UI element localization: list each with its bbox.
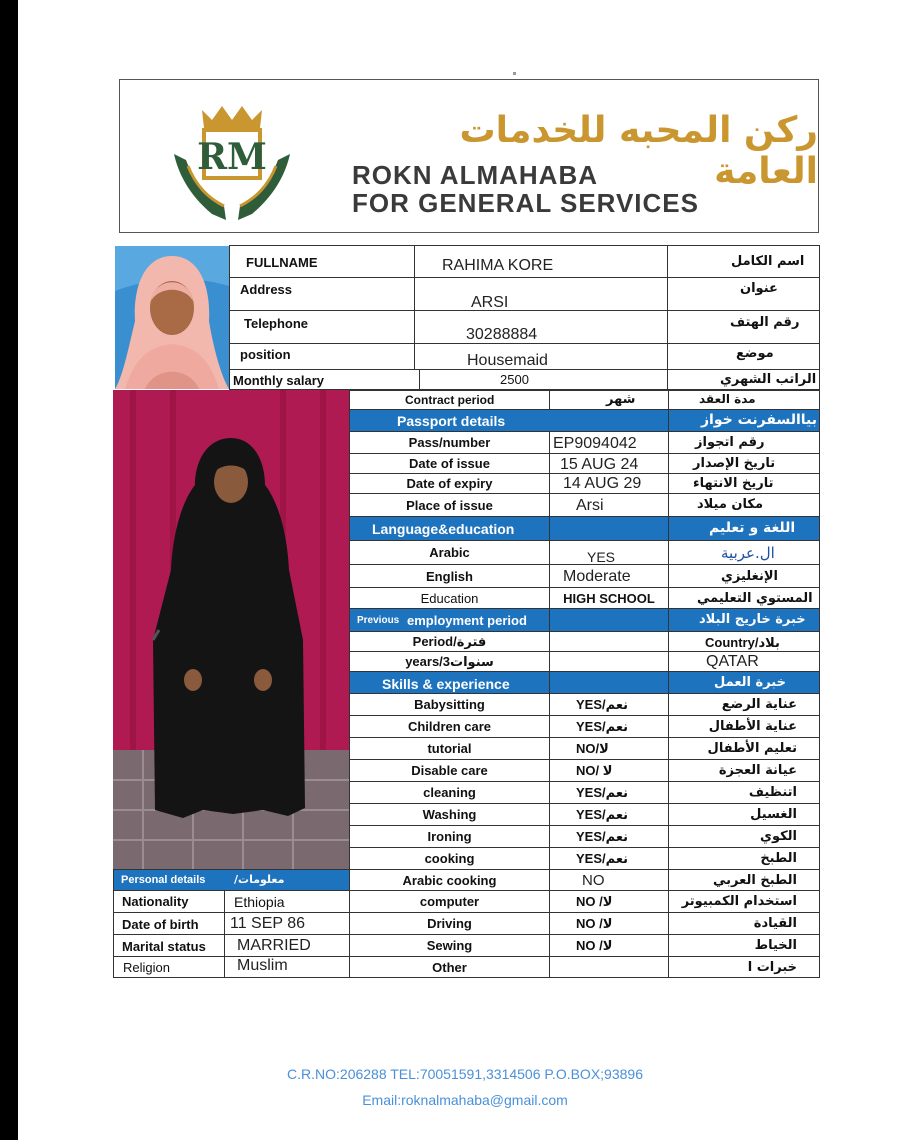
expiry-value: 14 AUG 29 — [563, 475, 642, 492]
skill-arabic-children-care: عناية الأطفال — [708, 719, 797, 734]
passport-header — [349, 409, 669, 432]
skill-label-other-cell — [349, 956, 550, 978]
pass-number-value: EP9094042 — [553, 435, 637, 452]
skill-value-ironing-cell — [549, 825, 669, 848]
personal-header-label: Personal details — [121, 874, 206, 886]
arabic-label: Arabic — [429, 545, 470, 560]
skill-label-driving-cell — [349, 912, 550, 935]
skill-value-ironing: YES/نعم — [576, 829, 629, 844]
english-value-cell — [549, 564, 669, 588]
skill-label-ironing-cell — [349, 825, 550, 848]
position-arabic-cell — [667, 343, 820, 370]
skill-value-other-cell — [549, 956, 669, 978]
company-name-arabic: ركن المحبه للخدمات العامة — [459, 110, 818, 192]
position-value-cell — [414, 343, 668, 370]
position-value: Housemaid — [467, 352, 548, 369]
passport-header-arabic-cell — [668, 409, 820, 432]
skills-header-arabic: خبرة العمل — [714, 675, 786, 690]
marital-value: MARRIED — [237, 937, 311, 954]
period-label: Period/فترة — [412, 633, 487, 649]
personal-header — [113, 869, 350, 891]
address-value-cell — [414, 277, 668, 311]
language-header-mid — [549, 516, 669, 541]
skill-value-driving-cell — [549, 912, 669, 935]
marital-value-cell — [224, 934, 350, 957]
pass-number-label-cell — [349, 431, 550, 454]
english-label: English — [426, 568, 473, 584]
skill-value-babysitting-cell — [549, 693, 669, 716]
skill-value-cooking: YES/نعم — [576, 851, 629, 866]
skill-arabic-sewing: الخياط — [754, 938, 797, 953]
skill-arabic-cooking-cell — [668, 847, 820, 870]
skill-arabic-cleaning-cell — [668, 781, 820, 804]
skill-arabic-cleaning: اتنظيف — [748, 785, 797, 800]
skill-arabic-driving: القيادة — [753, 916, 797, 931]
cv-page — [18, 0, 912, 1140]
expiry-label: Date of expiry — [406, 476, 493, 491]
skill-label-sewing-cell — [349, 934, 550, 957]
nationality-label: Nationality — [122, 894, 189, 909]
contract-arabic: مدة العقد — [699, 392, 756, 406]
company-name-line1: ROKN ALMAHABA — [352, 160, 599, 190]
logo-letters: RM — [197, 136, 267, 178]
english-label-cell — [349, 564, 550, 588]
arabic-label-cell — [349, 540, 550, 565]
personal-header-arabic: معلومات/ — [234, 873, 285, 886]
address-arabic: عنوان — [740, 281, 778, 296]
telephone-value-cell — [414, 310, 668, 344]
skill-label-cleaning: cleaning — [423, 785, 476, 800]
language-header-label: Language&education — [372, 521, 515, 537]
english-arabic: الإنغليزي — [721, 569, 778, 584]
education-value-cell — [549, 587, 669, 609]
skill-label-sewing: Sewing — [426, 938, 473, 953]
position-label-cell — [229, 343, 415, 370]
employment-header-prefix: Previous — [357, 615, 400, 626]
skills-header-arabic-cell — [668, 671, 820, 694]
skill-value-driving: NO /لا — [576, 916, 613, 931]
salary-value-cell — [419, 369, 668, 390]
skill-label-driving: Driving — [427, 916, 472, 931]
skills-header-label: Skills & experience — [382, 676, 510, 692]
place-arabic: مكان ميلاد — [697, 497, 764, 512]
skill-value-computer-cell — [549, 890, 669, 913]
employment-header-label: employment period — [407, 613, 527, 628]
employment-header-arabic-cell — [668, 608, 820, 632]
skill-arabic-computer: استخدام الكمبيوتر — [681, 894, 797, 909]
contract-label: Contract period — [405, 393, 495, 407]
skill-label-cooking-cell — [349, 847, 550, 870]
arabic-value: YES — [587, 549, 616, 565]
salary-label: Monthly salary — [233, 373, 325, 388]
address-label: Address — [240, 282, 293, 297]
religion-label: Religion — [123, 960, 170, 975]
fullname-label: FULLNAME — [246, 255, 318, 270]
years-value-cell — [549, 651, 669, 672]
period-value-cell — [549, 631, 669, 652]
contract-value: شهر — [606, 392, 636, 407]
employment-header-mid — [549, 608, 669, 632]
nationality-label-cell — [113, 890, 225, 913]
place-label-cell — [349, 493, 550, 517]
skill-label-washing-cell — [349, 803, 550, 826]
contract-arabic-cell — [668, 390, 820, 410]
skill-value-washing: YES/نعم — [576, 807, 629, 822]
skill-label-babysitting: Babysitting — [414, 697, 485, 712]
footer-email[interactable]: Email:roknalmahaba@gmail.com — [362, 1092, 568, 1108]
language-header — [349, 516, 550, 541]
skill-label-computer-cell — [349, 890, 550, 913]
expiry-value-cell — [549, 473, 669, 494]
country-value: QATAR — [706, 653, 759, 670]
salary-arabic: الراتب الشهري — [720, 372, 817, 387]
fullname-arabic-cell — [667, 245, 820, 278]
portrait-photo — [115, 246, 229, 389]
skill-arabic-cooking: الطبخ — [760, 851, 797, 866]
english-arabic-cell — [668, 564, 820, 588]
religion-value-cell — [224, 956, 350, 978]
skill-value-sewing: NO /لا — [576, 938, 613, 953]
place-value: Arsi — [576, 497, 604, 514]
skill-label-arabic-cooking-cell — [349, 869, 550, 891]
address-label-cell — [229, 277, 415, 311]
issue-label-cell — [349, 453, 550, 474]
skill-label-disable-care-cell — [349, 759, 550, 782]
skill-label-disable-care: Disable care — [411, 763, 488, 778]
nationality-value: Ethiopia — [234, 894, 285, 910]
skill-arabic-driving-cell — [668, 912, 820, 935]
dob-label-cell — [113, 912, 225, 935]
skill-value-tutorial: NO/لا — [576, 741, 609, 756]
issue-value-cell — [549, 453, 669, 474]
position-label: position — [240, 347, 291, 362]
country-label-cell — [668, 631, 820, 652]
years-label: years/سنوات3 — [405, 653, 494, 669]
marital-label-cell — [113, 934, 225, 957]
place-arabic-cell — [668, 493, 820, 517]
pass-number-arabic: رقم اتجواز — [695, 435, 765, 450]
skill-arabic-computer-cell — [668, 890, 820, 913]
pass-number-label: Pass/number — [408, 435, 491, 450]
pass-number-arabic-cell — [668, 431, 820, 454]
fullname-value: RAHIMA KORE — [442, 257, 554, 274]
skill-value-sewing-cell — [549, 934, 669, 957]
education-arabic: المستوي التعليمي — [697, 591, 813, 606]
skill-arabic-disable-care: عيانة العجزة — [718, 763, 797, 778]
pass-number-value-cell — [549, 431, 669, 454]
skill-label-tutorial: tutorial — [427, 741, 472, 756]
skill-value-children-care-cell — [549, 715, 669, 738]
salary-label-cell — [229, 369, 420, 390]
skill-label-babysitting-cell — [349, 693, 550, 716]
education-arabic-cell — [668, 587, 820, 609]
skill-value-tutorial-cell — [549, 737, 669, 760]
skill-label-children-care-cell — [349, 715, 550, 738]
fullname-arabic: اسم الكامل — [731, 254, 805, 269]
salary-arabic-cell — [667, 369, 820, 390]
education-label: Education — [420, 590, 479, 606]
skill-arabic-ironing: الكوي — [760, 829, 797, 844]
address-value: ARSI — [471, 294, 509, 311]
skill-label-cleaning-cell — [349, 781, 550, 804]
issue-label: Date of issue — [409, 456, 490, 471]
skill-label-washing: Washing — [422, 807, 477, 822]
skill-arabic-washing: الغسيل — [750, 807, 797, 822]
contract-label-cell — [349, 390, 550, 410]
contract-value-cell — [549, 390, 669, 410]
skill-arabic-children-care-cell — [668, 715, 820, 738]
telephone-label-cell — [229, 310, 415, 344]
skill-value-arabic-cooking: NO — [582, 872, 605, 889]
skills-header-mid — [549, 671, 669, 694]
passport-header-arabic: بياالسفرنت خواز — [701, 412, 817, 428]
skill-arabic-tutorial-cell — [668, 737, 820, 760]
skill-label-cooking: cooking — [424, 851, 475, 866]
skill-label-tutorial-cell — [349, 737, 550, 760]
arabic-arabic-cell — [668, 540, 820, 565]
position-arabic: موضع — [736, 346, 774, 361]
nationality-value-cell — [224, 890, 350, 913]
issue-arabic: تاريخ الإصدار — [693, 456, 776, 471]
page-dot — [513, 72, 516, 75]
skill-arabic-sewing-cell — [668, 934, 820, 957]
country-label: Country/بلاد — [705, 635, 780, 650]
passport-header-label: Passport details — [397, 413, 506, 429]
skill-value-cleaning-cell — [549, 781, 669, 804]
footer-registration: C.R.NO:206288 TEL:70051591,3314506 P.O.BOX;93896 — [287, 1066, 643, 1082]
skill-label-ironing: Ironing — [427, 829, 472, 844]
place-label: Place of issue — [406, 497, 493, 513]
issue-arabic-cell — [668, 453, 820, 474]
skill-value-arabic-cooking-cell — [549, 869, 669, 891]
skill-value-children-care: YES/نعم — [576, 719, 629, 734]
company-name-line2: FOR GENERAL SERVICES — [352, 188, 699, 218]
employment-header-arabic: خبرة خاريج البلاد — [699, 612, 806, 627]
years-label-cell — [349, 651, 550, 672]
dob-label: Date of birth — [122, 917, 199, 932]
skill-arabic-ironing-cell — [668, 825, 820, 848]
dob-value-cell — [224, 912, 350, 935]
telephone-value: 30288884 — [466, 326, 538, 343]
expiry-arabic-cell — [668, 473, 820, 494]
country-value-cell — [668, 651, 820, 672]
language-header-arabic: اللغة و تعليم — [709, 520, 796, 536]
skill-arabic-washing-cell — [668, 803, 820, 826]
period-label-cell — [349, 631, 550, 652]
fullname-value-cell — [414, 245, 668, 278]
skill-value-washing-cell — [549, 803, 669, 826]
skill-label-arabic-cooking: Arabic cooking — [402, 872, 497, 888]
skill-arabic-babysitting: عناية الرضع — [721, 697, 797, 712]
religion-label-cell — [113, 956, 225, 978]
company-header — [119, 79, 819, 233]
english-value: Moderate — [563, 568, 631, 585]
arabic-arabic: ال.عربية — [721, 544, 775, 562]
expiry-arabic: تاريخ الانتهاء — [693, 476, 774, 491]
arabic-value-cell — [549, 540, 669, 565]
skill-value-cooking-cell — [549, 847, 669, 870]
skill-arabic-disable-care-cell — [668, 759, 820, 782]
salary-value: 2500 — [500, 372, 529, 387]
skill-value-cleaning: YES/نعم — [576, 785, 629, 800]
skill-arabic-other-cell — [668, 956, 820, 978]
fullname-label-cell — [229, 245, 415, 278]
telephone-arabic: رقم الهتف — [730, 315, 800, 330]
address-arabic-cell — [667, 277, 820, 311]
education-label-cell — [349, 587, 550, 609]
dob-value: 11 SEP 86 — [230, 915, 306, 932]
skill-value-computer: NO /لا — [576, 894, 613, 909]
telephone-label: Telephone — [244, 316, 309, 331]
employment-header — [349, 608, 550, 632]
religion-value: Muslim — [237, 957, 288, 974]
skill-label-children-care: Children care — [407, 719, 492, 734]
education-value: HIGH SCHOOL — [563, 590, 655, 606]
company-logo-icon — [168, 102, 296, 227]
skill-arabic-arabic-cooking: الطبخ العربي — [713, 873, 797, 888]
skill-arabic-tutorial: تعليم الأطفال — [707, 741, 797, 756]
skill-label-computer: computer — [419, 894, 480, 909]
skill-arabic-arabic-cooking-cell — [668, 869, 820, 891]
skill-value-disable-care-cell — [549, 759, 669, 782]
skills-header — [349, 671, 550, 694]
skill-value-disable-care: NO/ لا — [576, 763, 613, 778]
place-value-cell — [549, 493, 669, 517]
issue-value: 15 AUG 24 — [560, 456, 639, 473]
marital-label: Marital status — [122, 939, 206, 954]
full-length-photo — [113, 390, 349, 870]
expiry-label-cell — [349, 473, 550, 494]
telephone-arabic-cell — [667, 310, 820, 344]
skill-label-other: Other — [432, 959, 467, 975]
skill-arabic-other: خبرات ا — [747, 960, 797, 975]
skill-value-babysitting: YES/نعم — [576, 697, 629, 712]
skill-arabic-babysitting-cell — [668, 693, 820, 716]
language-header-arabic-cell — [668, 516, 820, 541]
